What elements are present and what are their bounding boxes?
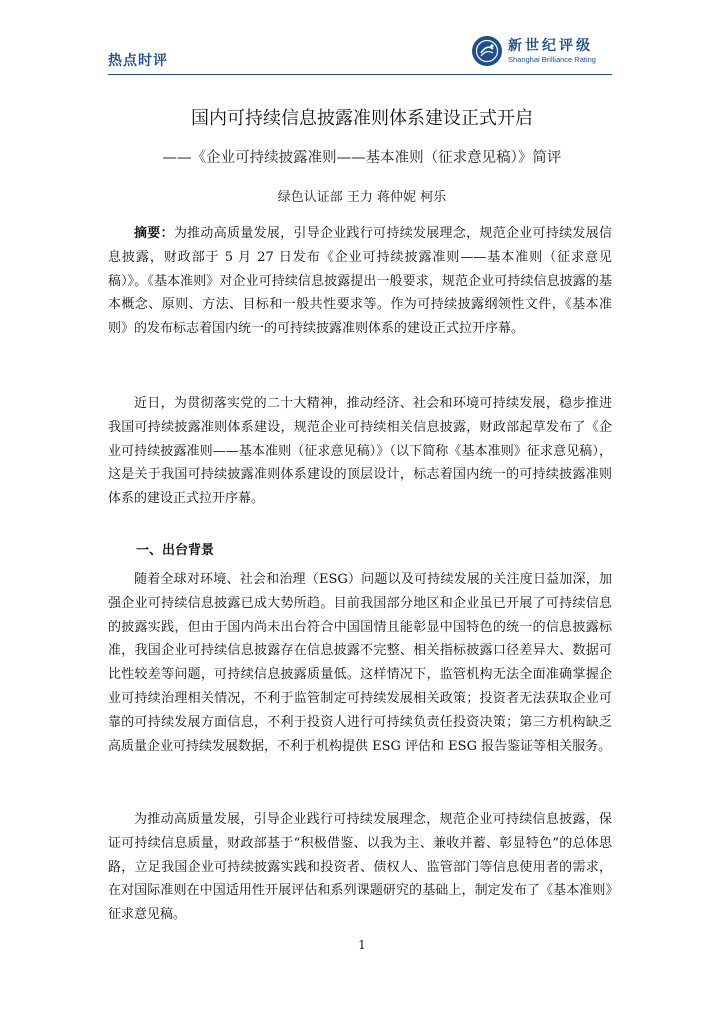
intro-paragraph: 近日，为贯彻落实党的二十大精神，推动经济、社会和环境可持续发展，稳步推进我国可持续披露准则体系建设，规范企业可持续相关信息披露，财政部起草发布了《企业可持续披露准则——基本准则（征求意见稿）》（以下简称《基本准则》征求意见稿），这是关于我国可持续披露准则体系建设的顶层设计，标志着国内统一的可持续披露准则体系的建设正式拉开序幕。	[108, 396, 612, 507]
logo-emblem-icon	[472, 36, 502, 66]
header-label: 热点时评	[108, 53, 168, 69]
document-authors: 绿色认证部 王力 蒋仲妮 柯乐	[277, 190, 447, 205]
logo-english-name: Shanghai Brilliance Rating	[508, 55, 596, 64]
abstract-paragraph	[108, 222, 612, 341]
page-number: 1	[358, 938, 366, 952]
company-logo	[472, 34, 612, 70]
page-header	[108, 30, 612, 75]
abstract-text: 为推动高质量发展，引导企业践行可持续发展理念，规范企业可持续发展信息披露，财政部于 5 月 27 日发布《企业可持续披露准则——基本准则（征求意见稿）》。《基本准则》对企业可持续信息披露提出一般要求，规范企业可持续信息披露的基本概念、原则、方法、目标和一般共性要求等。作为可持续披露纲领性文件，《基本准则》的发布标志着国内统一的可持续披露准则体系的建设正式拉开序幕。	[108, 226, 612, 337]
document-title: 国内可持续信息披露准则体系建设正式开启	[191, 108, 533, 129]
logo-chinese-name: 新世纪评级	[508, 38, 593, 54]
body-paragraph-1: 随着全球对环境、社会和治理（ESG）问题以及可持续发展的关注度日益加深，加强企业可持续信息披露已成大势所趋。目前我国部分地区和企业虽已开展了可持续信息的披露实践，但由于国内尚未出台符合中国国情且能彰显中国特色的统一的信息披露标准，我国企业可持续信息披露存在信息披露不完整、相关指标披露口径差异大、数据可比性较差等问题，可持续信息披露质量低。这样情况下，监管机构无法全面准确掌握企业可持续治理相关情况，不利于监管制定可持续发展相关政策；投资者无法获取企业可靠的可持续发展方面信息，不利于投资人进行可持续负责任投资决策；第三方机构缺乏高质量企业可持续发展数据，不利于机构提供 ESG 评估和 ESG 报告鉴证等相关服务。	[108, 572, 612, 754]
body-paragraph-2: 为推动高质量发展，引导企业践行可持续发展理念，规范企业可持续信息披露，保证可持续信息质量，财政部基于“积极借鉴、以我为主、兼收并蓄、彰显特色”的总体思路，立足我国企业可持续披露实践和投资者、债权人、监管部门等信息使用者的需求，在对国际准则在中国适用性开展评估和系列课题研究的基础上，制定发布了《基本准则》征求意见稿。	[108, 812, 612, 923]
abstract-label: 摘要：	[134, 226, 174, 241]
document-subtitle: ——《企业可持续披露准则——基本准则（征求意见稿）》简评	[162, 150, 562, 166]
section-heading: 一、出台背景	[136, 543, 215, 558]
